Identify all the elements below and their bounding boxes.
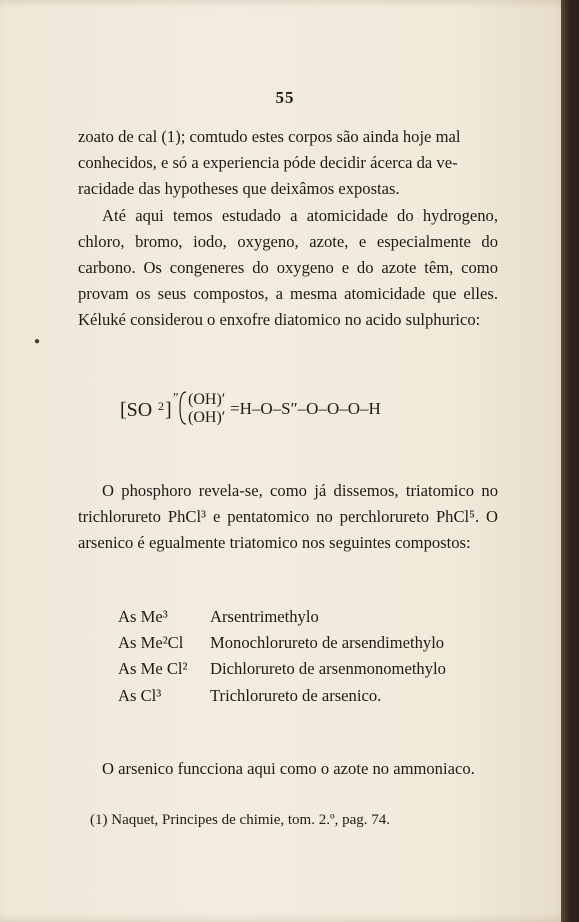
formula-double-prime: ″ <box>173 391 179 406</box>
main-text-block <box>78 124 498 334</box>
paragraph-atomicidade: Até aqui temos estudado a atomicidade do hydrogeno, chloro, bromo, iodo, oxygeno, azote, e especialmente do carbono. Os congeneres do oxygeno e do azote têm, como provam os seus compostos, a mesma atomicidade que elles. Kéluké considerou o enxofre diatomico no acido sulphurico: <box>78 205 498 330</box>
compound-row <box>118 604 446 630</box>
compound-row <box>118 630 446 656</box>
compound-formula: As Me³ <box>118 607 168 626</box>
continued-line-2: conhecidos, e só a experiencia póde decidir ácerca da ve- <box>78 153 458 173</box>
closing-sentence: O arsenico funcciona aqui como o azote no ammoniaco. <box>102 759 475 778</box>
continued-line-3: racidade das hypotheses que deixâmos expostas. <box>78 179 400 199</box>
page-number: 55 <box>275 88 295 107</box>
compound-name: Trichlorureto de arsenico. <box>210 685 382 705</box>
phosphoro-block <box>78 478 498 557</box>
footnote: (1) Naquet, Principes de chimie, tom. 2.º, pag. 74. <box>90 812 390 828</box>
page-edge-shadow <box>561 0 570 922</box>
compound-formula: As Me²Cl <box>118 633 184 653</box>
margin-mark: ● <box>34 336 41 347</box>
continued-line-1: zoato de cal (1); comtudo estes corpos são ainda hoje mal <box>78 127 461 146</box>
sulphuric-acid-formula <box>120 382 460 439</box>
formula-brace <box>180 392 186 424</box>
arsenic-compound-list <box>118 604 446 709</box>
compound-name: Arsentrimethylo <box>210 607 319 626</box>
formula-left-superscript: 2 <box>158 399 164 413</box>
formula-graphic <box>120 382 460 434</box>
compound-name: Dichlorureto de arsenmonomethylo <box>210 659 446 679</box>
compound-row <box>118 656 446 682</box>
formula-left-close: ] <box>165 399 172 421</box>
compound-formula: As Cl³ <box>118 685 162 705</box>
formula-oh-top: (OH)′ <box>188 391 226 408</box>
compound-name: Monochlorureto de arsendimethylo <box>210 633 445 653</box>
formula-right-side: =H–O–S″–O–O–O–H <box>230 399 381 418</box>
paragraph-phosphoro: O phosphoro revela-se, como já dissemos, triatomico no trichlorureto PhCl³ e pentatomico no perchlorureto PhCl⁵. O arsenico é egualmente triatomico nos seguintes compostos: <box>78 481 498 553</box>
compound-row <box>118 683 446 709</box>
formula-oh-bottom: (OH)′ <box>188 409 226 426</box>
compound-formula: As Me Cl² <box>118 659 188 679</box>
formula-left-bracket: [SO <box>120 399 153 421</box>
